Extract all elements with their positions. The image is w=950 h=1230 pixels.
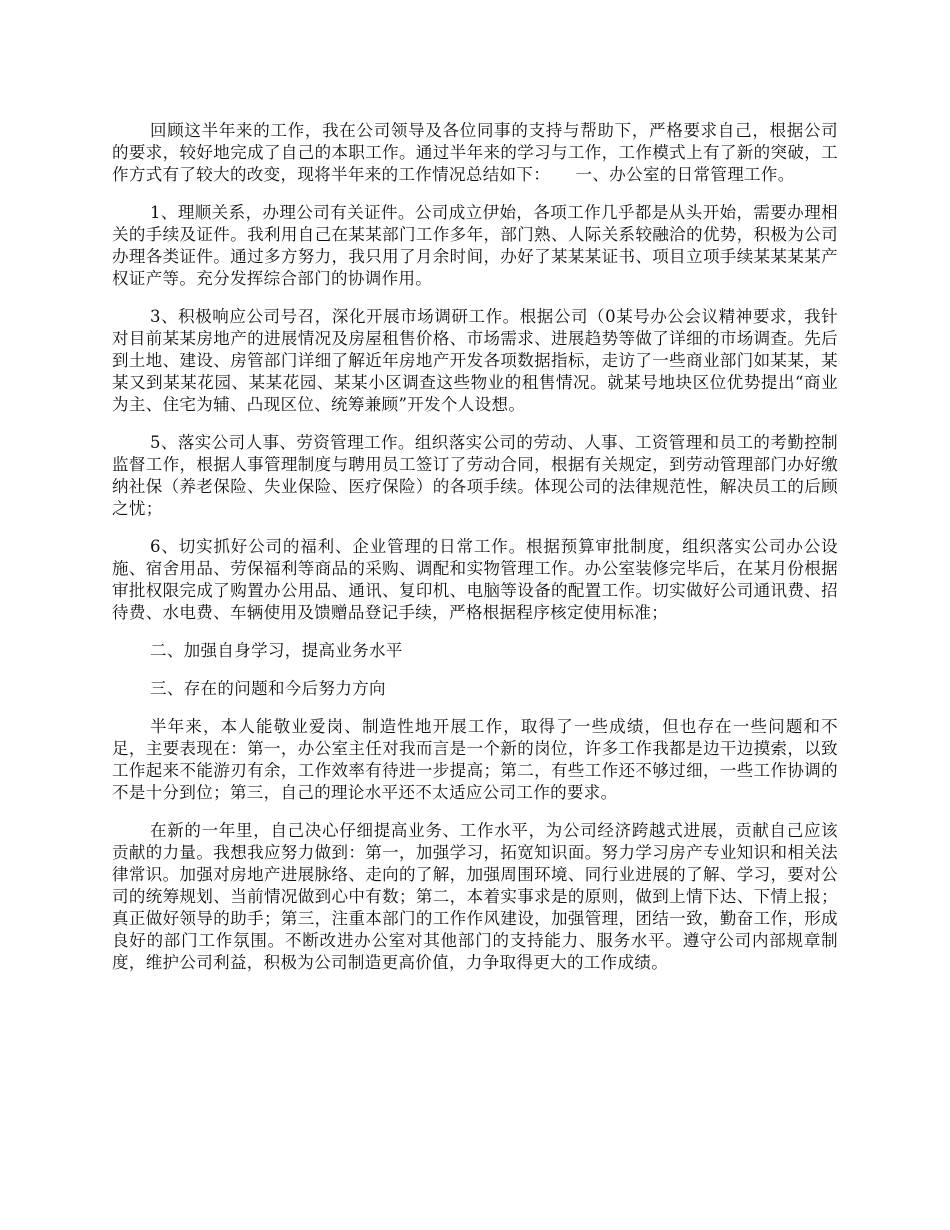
paragraph-intro: 回顾这半年来的工作，我在公司领导及各位同事的支持与帮助下，严格要求自己，根据公司的要求，较好地完成了自己的本职工作。通过半年来的学习与工作，工作模式上有了新的突破，工作方式有了较大的改变，现将半年来的工作情况总结如下： 一、办公室的日常管理工作。 bbox=[112, 121, 838, 184]
document-body bbox=[112, 120, 838, 990]
section-heading-2: 二、加强自身学习，提高业务水平 bbox=[150, 641, 403, 660]
section-heading-3: 三、存在的问题和今后努力方向 bbox=[150, 679, 386, 698]
paragraph-problems: 半年来，本人能敬业爱岗、制造性地开展工作，取得了一些成绩，但也存在一些问题和不足，主要表现在：第一，办公室主任对我而言是一个新的岗位，许多工作我都是边干边摸索，以致工作起来不能游刃有余，工作效率有待进一步提高；第二，有些工作还不够过细，一些工作协调的不是十分到位；第三，自己的理论水平还不太适应公司工作的要求。 bbox=[112, 717, 838, 802]
paragraph-plans: 在新的一年里，自己决心仔细提高业务、工作水平，为公司经济跨越式进展，贡献自己应该贡献的力量。我想我应努力做到：第一，加强学习，拓宽知识面。努力学习房产专业知识和相关法律常识。加强对房地产进展脉络、走向的了解，加强周围环境、同行业进展的了解、学习，要对公司的统筹规划、当前情况做到心中有数；第二，本着实事求是的原则，做到上情下达、下情上报；真正做好领导的助手；第三，注重本部门的工作作风建设，加强管理，团结一致，勤奋工作，形成良好的部门工作氛围。不断改进办公室对其他部门的支持能力、服务水平。遵守公司内部规章制度，维护公司利益，积极为公司制造更高价值，力争取得更大的工作成绩。 bbox=[112, 821, 838, 972]
paragraph-item-6: 6、切实抓好公司的福利、企业管理的日常工作。根据预算审批制度，组织落实公司办公设施、宿舍用品、劳保福利等商品的采购、调配和实物管理工作。办公室装修完毕后，在某月份根据审批权限完成了购置办公用品、通讯、复印机、电脑等设备的配置工作。切实做好公司通讯费、招待费、水电费、车辆使用及馈赠品登记手续，严格根据程序核定使用标准； bbox=[112, 537, 838, 622]
paragraph-item-1: 1、理顺关系，办理公司有关证件。公司成立伊始，各项工作几乎都是从头开始，需要办理相关的手续及证件。我利用自己在某某部门工作多年，部门熟、人际关系较融洽的优势，积极为公司办理各类证件。通过多方努力，我只用了月余时间，办好了某某某证书、项目立项手续某某某某产权证产等。充分发挥综合部门的协调作用。 bbox=[112, 203, 838, 288]
paragraph-item-3: 3、积极响应公司号召，深化开展市场调研工作。根据公司（0某号办公会议精神要求，我针对目前某某房地产的进展情况及房屋租售价格、市场需求、进展趋势等做了详细的市场调查。先后到土地、建设、房管部门详细了解近年房地产开发各项数据指标，走访了一些商业部门如某某，某某又到某某花园、某某花园、某某小区调查这些物业的租售情况。就某号地块区位优势提出“商业为主、住宅为辅、凸现区位、统筹兼顾”开发个人设想。 bbox=[112, 307, 838, 414]
paragraph-item-5: 5、落实公司人事、劳资管理工作。组织落实公司的劳动、人事、工资管理和员工的考勤控制监督工作，根据人事管理制度与聘用员工签订了劳动合同，根据有关规定，到劳动管理部门办好缴纳社保（养老保险、失业保险、医疗保险）的各项手续。体现公司的法律规范性，解决员工的后顾之忧； bbox=[112, 433, 838, 518]
